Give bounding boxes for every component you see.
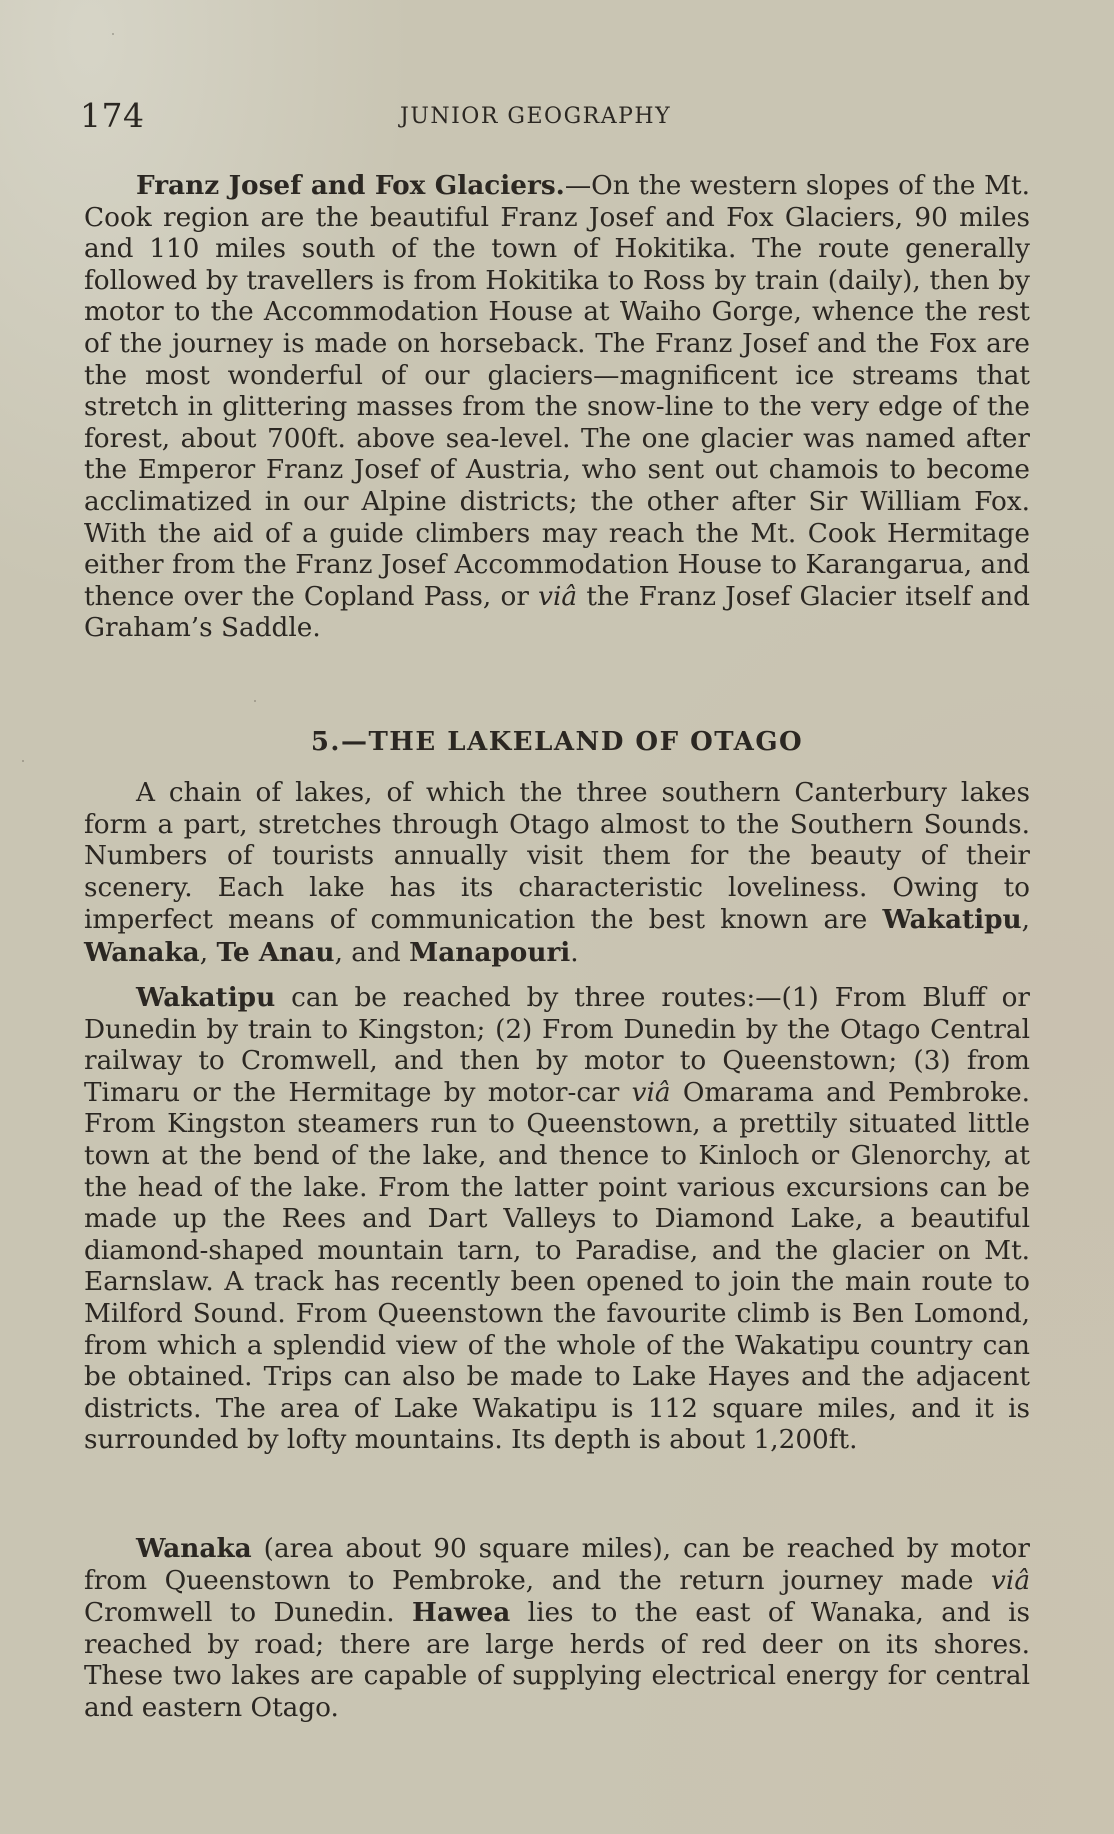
- italic-word: viâ: [631, 1077, 671, 1108]
- paragraph-text: lies to the east of Wanaka, and is reached by road; there are large herds of red deer on its shores. These two lakes are capable of supplying electrical energy for central and eastern Otago.: [84, 1598, 1030, 1723]
- paragraph-text: Omarama and Pembroke. From Kingston steamers run to Queenstown, a prettily situated little town at the bend of the lake, and thence to Kinloch or Glenorchy, at the head of the lake. From the latter point various excursions can be made up the Rees and Dart Valleys to Diamond Lake, a beautiful diamond-shaped mountain tarn, to Paradise, and the glacier on Mt. Earnslaw. A track has recently been opened to join the main route to Milford Sound. From Queenstown the favourite climb is Ben Lomond, from which a splendid view of the whole of the Wakatipu country can be obtained. Trips can also be made to Lake Hayes and the adjacent districts. The area of Lake Wakatipu is 112 square miles, and it is surrounded by lofty mountains. Its depth is about 1,200ft.: [84, 1077, 1030, 1456]
- paragraph-title: Wakatipu: [136, 982, 276, 1013]
- separator: ,: [1021, 905, 1030, 936]
- paragraph-text: the Franz Josef Glacier itself and Graham’s Saddle.: [84, 581, 1030, 644]
- paragraph-wanaka: [84, 1533, 1030, 1725]
- page-header: [80, 96, 1030, 136]
- paper-speck: [112, 33, 114, 35]
- separator: , and: [334, 937, 410, 968]
- running-head: JUNIOR GEOGRAPHY: [400, 104, 672, 129]
- paragraph-text: Cromwell to Dunedin.: [84, 1598, 412, 1629]
- separator: .: [570, 937, 579, 968]
- paper-speck: [254, 700, 256, 702]
- lake-name: Manapouri: [409, 936, 571, 968]
- paragraph-text: (area about 90 square miles), can be reached by motor from Queenstown to Pembroke, and the return journey made: [84, 1534, 1030, 1596]
- paragraph-text: —On the western slopes of the Mt. Cook region are the beautiful Franz Josef and Fox Glaciers, 90 miles and 110 miles south of the town of Hokitika. The route generally followed by travellers is from Hokitika to Ross by train (daily), then by motor to the Accommodation House at Waiho Gorge, whence the rest of the journey is made on horseback. The Franz Josef and the Fox are the most wonderful of our glaciers—magnificent ice streams that stretch in glittering masses from the snow-line to the very edge of the forest, about 700ft. above sea-level. The one glacier was named after the Emperor Franz Josef of Austria, who sent out chamois to become acclimatized in our Alpine districts; the other after Sir William Fox. With the aid of a guide climbers may reach the Mt. Cook Hermitage either from the Franz Josef Accommodation House to Karangarua, and thence over the Copland Pass, or: [84, 171, 1030, 612]
- lake-name: Wakatipu: [882, 904, 1022, 936]
- paragraph-text: can be reached by three routes:—(1) From Bluff or Dunedin by train to Kingston; (2) From Dunedin by the Otago Central railway to Cromwell, and then by motor to Queenstown; (3) from Timaru or the Hermitage by motor-car: [84, 983, 1030, 1108]
- paragraph-wakatipu: [84, 982, 1030, 1457]
- separator: ,: [199, 937, 217, 968]
- section-heading: 5.—THE LAKELAND OF OTAGO: [310, 727, 804, 757]
- paragraph-text: A chain of lakes, of which the three southern Canterbury lakes form a part, stretches through Otago almost to the Southern Sounds. Numbers of tourists annually visit them for the beauty of their scenery. Each lake has its characteristic loveliness. Owing to imperfect means of communication the best known are: [84, 778, 1030, 936]
- lake-name: Hawea: [411, 1597, 511, 1629]
- lake-name: Te Anau: [216, 936, 335, 968]
- paragraph-title: Wanaka: [136, 1533, 252, 1564]
- page-number: 174: [80, 96, 145, 135]
- paragraph-title: Franz Josef and Fox Glaciers.: [136, 170, 565, 201]
- paragraph-franz-josef-glaciers: [84, 170, 1030, 645]
- italic-word: viâ: [538, 581, 578, 612]
- paragraph-lakes-intro: [84, 778, 1030, 970]
- paper-speck: [22, 760, 24, 762]
- italic-word: viâ: [991, 1565, 1030, 1596]
- lake-name: Wanaka: [84, 936, 200, 968]
